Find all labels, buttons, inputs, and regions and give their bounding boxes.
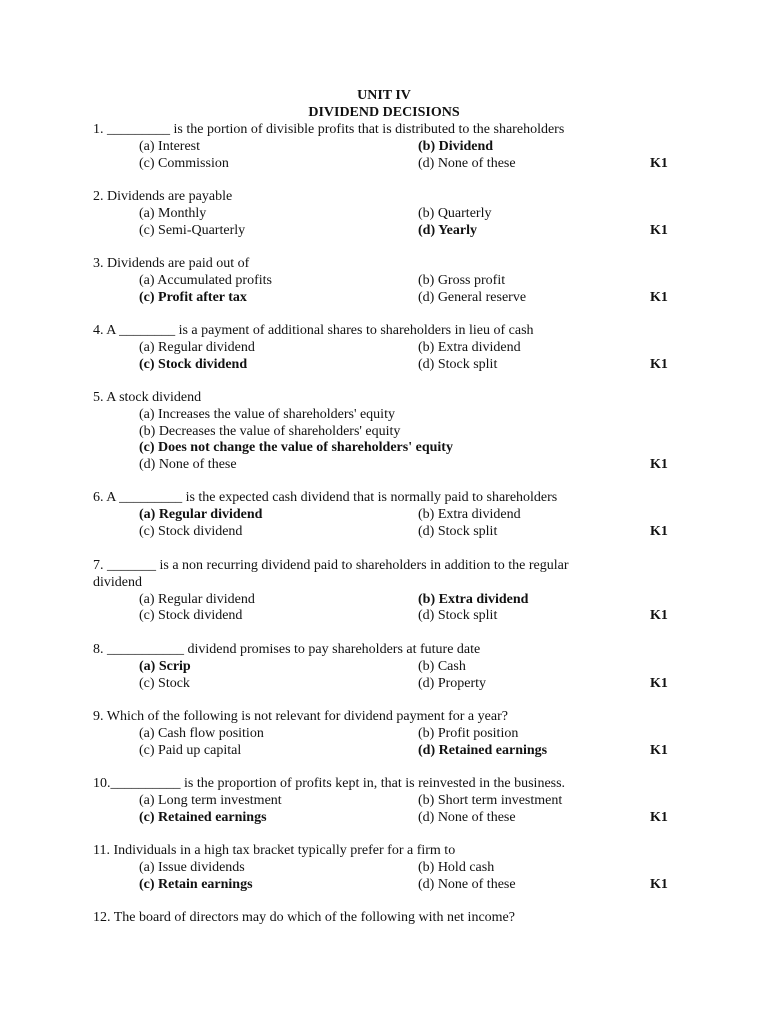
answer-option: (a) Accumulated profits	[139, 272, 272, 288]
knowledge-level-tag: K1	[650, 809, 668, 825]
answer-option-correct: (d) Yearly	[418, 222, 477, 238]
answer-option: (c) Stock dividend	[139, 608, 243, 624]
knowledge-level-tag: K1	[650, 155, 668, 171]
answer-option: (b) Cash	[418, 658, 466, 674]
answer-option: (a) Regular dividend	[139, 339, 255, 355]
answer-option: (c) Semi-Quarterly	[139, 222, 246, 238]
answer-option: (b) Decreases the value of shareholders' equity	[139, 423, 401, 439]
answer-option: (a) Increases the value of shareholders' equity	[139, 406, 395, 422]
answer-option: (b) Extra dividend	[418, 506, 521, 522]
answer-option: (d) None of these	[418, 809, 516, 825]
answer-option-correct: (b) Dividend	[418, 138, 494, 154]
answer-option-correct: (c) Stock dividend	[139, 356, 248, 372]
answer-option: (a) Interest	[139, 138, 201, 154]
answer-option-correct: (c) Retain earnings	[139, 876, 253, 892]
answer-option: (c) Stock	[139, 675, 190, 691]
answer-option: (a) Regular dividend	[139, 591, 255, 607]
knowledge-level-tag: K1	[650, 356, 668, 372]
answer-option-correct: (c) Retained earnings	[139, 809, 267, 825]
answer-option-correct: (c) Does not change the value of shareholders' equity	[139, 440, 453, 456]
knowledge-level-tag: K1	[650, 289, 668, 305]
answer-option: (b) Short term investment	[418, 792, 563, 808]
question-text: 5. A stock dividend	[93, 390, 202, 405]
answer-option: (d) General reserve	[418, 289, 527, 305]
question-text: 11. Individuals in a high tax bracket typically prefer for a firm to	[93, 843, 456, 858]
answer-option-correct: (a) Scrip	[139, 658, 191, 674]
knowledge-level-tag: K1	[650, 608, 668, 624]
answer-option-correct: (b) Extra dividend	[418, 591, 529, 607]
answer-option: (d) Stock split	[418, 356, 498, 372]
knowledge-level-tag: K1	[650, 457, 668, 473]
unit-heading: UNIT IV	[357, 88, 411, 103]
knowledge-level-tag: K1	[650, 742, 668, 758]
answer-option: (d) None of these	[418, 155, 516, 171]
question-text: 4. A ________ is a payment of additional shares to shareholders in lieu of cash	[93, 323, 534, 338]
question-text: 8. ___________ dividend promises to pay shareholders at future date	[93, 642, 481, 657]
answer-option: (a) Long term investment	[139, 792, 282, 808]
answer-option: (c) Stock dividend	[139, 523, 243, 539]
answer-option: (b) Profit position	[418, 725, 519, 741]
answer-option: (d) Stock split	[418, 523, 498, 539]
answer-option: (d) Stock split	[418, 608, 498, 624]
answer-option: (d) Property	[418, 675, 487, 691]
knowledge-level-tag: K1	[650, 876, 668, 892]
question-text: 6. A _________ is the expected cash dividend that is normally paid to shareholders	[93, 490, 558, 505]
answer-option-correct: (a) Regular dividend	[139, 506, 263, 522]
answer-option: (c) Paid up capital	[139, 742, 242, 758]
answer-option: (a) Issue dividends	[139, 859, 245, 875]
question-text: 3. Dividends are paid out of	[93, 256, 250, 271]
answer-option: (a) Monthly	[139, 205, 207, 221]
question-text: 12. The board of directors may do which of the following with net income?	[93, 910, 515, 925]
knowledge-level-tag: K1	[650, 675, 668, 691]
knowledge-level-tag: K1	[650, 222, 668, 238]
question-text: 1. _________ is the portion of divisible profits that is distributed to the shareholders	[93, 122, 565, 137]
answer-option: (d) None of these	[139, 457, 237, 473]
question-text: 10.__________ is the proportion of profits kept in, that is reinvested in the business.	[93, 776, 566, 791]
answer-option: (b) Gross profit	[418, 272, 506, 288]
answer-option: (a) Cash flow position	[139, 725, 264, 741]
knowledge-level-tag: K1	[650, 523, 668, 539]
answer-option: (b) Quarterly	[418, 205, 492, 221]
answer-option: (d) None of these	[418, 876, 516, 892]
page-title: DIVIDEND DECISIONS	[308, 105, 460, 120]
question-text: 7. _______ is a non recurring dividend paid to shareholders in addition to the regular	[93, 558, 569, 573]
answer-option: (b) Hold cash	[418, 859, 495, 875]
answer-option: (c) Commission	[139, 155, 229, 171]
question-text: 2. Dividends are payable	[93, 189, 233, 204]
answer-option: (b) Extra dividend	[418, 339, 521, 355]
answer-option-correct: (d) Retained earnings	[418, 742, 548, 758]
question-text: 9. Which of the following is not relevant for dividend payment for a year?	[93, 709, 508, 724]
answer-option-correct: (c) Profit after tax	[139, 289, 247, 305]
question-text-continued: dividend	[93, 574, 142, 590]
